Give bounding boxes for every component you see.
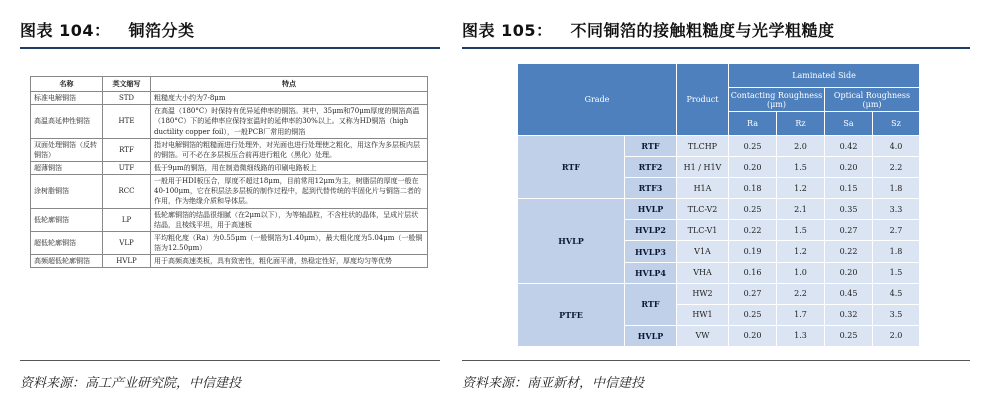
cell-rz: 1.2 [777,178,825,199]
right-figure-number: 图表 105： [462,21,553,40]
cell-ra: 0.20 [729,157,777,178]
cell-product: VW [677,325,729,346]
cell-sa: 0.42 [825,136,873,157]
cell-name: 超薄铜箔 [31,161,103,174]
table-row [31,208,428,231]
left-source-rule [20,360,440,361]
roughness-table [517,63,920,347]
cell-features: 指对电解铜箔的粗糙面进行处理外，对光面也进行处理使之粗化，用这作为多层板内层的铜箔。可不必在多层板压合前再进行粗化（黑化）处理。 [151,138,428,161]
cell-ra: 0.20 [729,325,777,346]
header-rz: Rz [777,112,825,136]
header-ra: Ra [729,112,777,136]
cell-features: 低于9μm的铜箔，用在制造微细线路的印刷电路板上 [151,161,428,174]
cell-product: HW1 [677,304,729,325]
right-figure-caption: 不同铜箔的接触粗糙度与光学粗糙度 [570,21,835,40]
header-row-1 [518,64,920,88]
cell-sz: 2.0 [873,325,920,346]
table-header-row [31,77,428,92]
left-source-note: 资料来源：高工产业研究院，中信建投 [20,376,242,391]
left-title-rule [20,47,440,49]
cell-features: 用于高频高速类板，具有致密性，粗化面平滑，热稳定性好，厚度均匀等优势 [151,255,428,268]
left-figure-title [20,18,195,41]
cell-rz: 1.7 [777,304,825,325]
table-row [518,199,920,220]
header-abbr: 英文缩写 [103,77,151,92]
cell-features: 一般用于HDI板压合，厚度不超过18μm，目前常用12μm为主，树脂层的厚度一般在40-100μm，它在积层法多层板的制作过程中，起到代替传统的半固化片与铜箔二者的作用，作为绝缘介质和导体层。 [151,175,428,208]
cell-sa: 0.32 [825,304,873,325]
cell-features: 平均粗化度（Ra）为0.55μm（一般铜箔为1.40μm），最大粗化度为5.04μm（一般铜箔为12.50μm） [151,231,428,254]
cell-name: 双面处理铜箔（反转铜箔） [31,138,103,161]
roughness-table-wrap [517,63,919,347]
cell-abbr: LP [103,208,151,231]
cell-product: TLC-V2 [677,199,729,220]
header-grade: Grade [518,64,677,136]
table-row [31,231,428,254]
cell-sz: 3.3 [873,199,920,220]
cell-sa: 0.45 [825,283,873,304]
cell-ra: 0.18 [729,178,777,199]
cell-abbr: VLP [103,231,151,254]
grade-label: RTF [518,136,625,199]
header-name: 名称 [31,77,103,92]
cell-sz: 1.8 [873,241,920,262]
header-sa: Sa [825,112,873,136]
cell-abbr: STD [103,92,151,105]
classification-table-body [31,92,428,268]
cell-ra: 0.25 [729,304,777,325]
cell-ra: 0.22 [729,220,777,241]
cell-sz: 1.5 [873,262,920,283]
cell-ra: 0.19 [729,241,777,262]
sub-grade-label: RTF3 [625,178,677,199]
cell-rz: 2.1 [777,199,825,220]
copper-foil-classification-table-wrap [30,76,428,316]
cell-sa: 0.22 [825,241,873,262]
header-optical-roughness: Optical Roughness (μm) [825,88,920,112]
left-figure-number: 图表 104： [20,21,111,40]
cell-product: VHA [677,262,729,283]
cell-sa: 0.20 [825,262,873,283]
cell-sz: 4.0 [873,136,920,157]
table-row [31,92,428,105]
cell-sa: 0.35 [825,199,873,220]
cell-rz: 1.0 [777,262,825,283]
cell-name: 涂树脂铜箔 [31,175,103,208]
header-sz: Sz [873,112,920,136]
cell-name: 高温高延伸性铜箔 [31,105,103,138]
cell-name: 超低轮廓铜箔 [31,231,103,254]
grade-label: HVLP [518,199,625,283]
right-figure-title [462,18,835,41]
cell-rz: 2.2 [777,283,825,304]
right-source-note: 资料来源：南亚新材，中信建投 [462,376,645,391]
copper-foil-classification-table [30,76,428,268]
cell-sa: 0.20 [825,157,873,178]
sub-grade-label: HVLP4 [625,262,677,283]
cell-ra: 0.27 [729,283,777,304]
roughness-table-body [518,136,920,347]
table-row [31,255,428,268]
left-figure-caption: 铜箔分类 [128,21,195,40]
cell-product: H1 / H1V [677,157,729,178]
sub-grade-label: RTF [625,283,677,325]
table-row [31,138,428,161]
cell-sa: 0.27 [825,220,873,241]
cell-rz: 1.2 [777,241,825,262]
table-row [518,136,920,157]
cell-name: 标准电解铜箔 [31,92,103,105]
sub-grade-label: HVLP2 [625,220,677,241]
cell-features: 粗糙度大小约为7-8μm [151,92,428,105]
cell-product: H1A [677,178,729,199]
cell-sz: 2.2 [873,157,920,178]
table-row [31,161,428,174]
sub-grade-label: RTF2 [625,157,677,178]
cell-rz: 1.5 [777,157,825,178]
cell-name: 低轮廓铜箔 [31,208,103,231]
cell-sz: 4.5 [873,283,920,304]
cell-rz: 1.3 [777,325,825,346]
sub-grade-label: RTF [625,136,677,157]
cell-features: 在高温（180°C）时保持有优异延伸率的铜箔。其中，35μm和70μm厚度的铜箔高温（180°C）下的延伸率应保持室温时的延伸率的30%以上。又称为HD铜箔（high ductility copper foil），一般PCB厂常用的铜箔 [151,105,428,138]
cell-ra: 0.16 [729,262,777,283]
sub-grade-label: HVLP [625,199,677,220]
header-contacting-roughness: Contacting Roughness (μm) [729,88,825,112]
table-row [31,105,428,138]
cell-abbr: HTE [103,105,151,138]
cell-features: 低轮廓铜箔的结晶很细腻（在2μm以下），为等轴晶粒，不含柱状的晶体，呈成片层状结晶，且棱线平坦，用于高速板 [151,208,428,231]
cell-product: TLCHP [677,136,729,157]
sub-grade-label: HVLP [625,325,677,346]
grade-label: PTFE [518,283,625,346]
right-title-rule [462,47,970,49]
cell-sz: 2.7 [873,220,920,241]
cell-abbr: RTF [103,138,151,161]
cell-abbr: UTF [103,161,151,174]
sub-grade-label: HVLP3 [625,241,677,262]
header-features: 特点 [151,77,428,92]
cell-sa: 0.25 [825,325,873,346]
cell-abbr: HVLP [103,255,151,268]
header-laminated-side: Laminated Side [729,64,920,88]
cell-rz: 2.0 [777,136,825,157]
cell-rz: 1.5 [777,220,825,241]
cell-product: V1A [677,241,729,262]
table-row [31,175,428,208]
cell-abbr: RCC [103,175,151,208]
cell-sz: 1.8 [873,178,920,199]
cell-name: 高频超低轮廓铜箔 [31,255,103,268]
cell-product: TLC-V1 [677,220,729,241]
table-row [518,283,920,304]
cell-ra: 0.25 [729,199,777,220]
cell-sz: 3.5 [873,304,920,325]
cell-product: HW2 [677,283,729,304]
right-source-rule [462,360,970,361]
cell-ra: 0.25 [729,136,777,157]
cell-sa: 0.15 [825,178,873,199]
header-product: Product [677,64,729,136]
